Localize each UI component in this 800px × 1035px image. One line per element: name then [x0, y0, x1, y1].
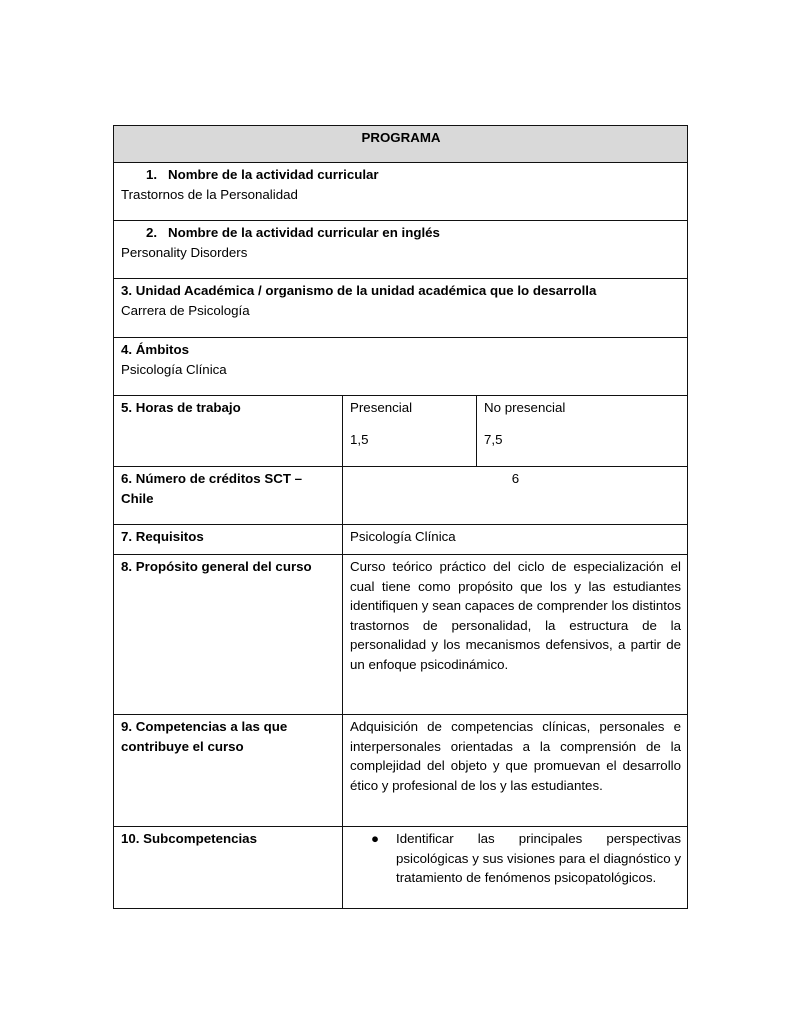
- work-hours-label: 5. Horas de trabajo: [114, 396, 343, 467]
- course-name-value: Trastornos de la Personalidad: [121, 186, 298, 202]
- academic-unit-value: Carrera de Psicología: [121, 302, 250, 318]
- table-header-row: [114, 126, 688, 163]
- subcompetencies-label: 10. Subcompetencias: [114, 827, 343, 909]
- row-course-name-english: [114, 221, 688, 279]
- purpose-label: 8. Propósito general del curso: [114, 555, 343, 715]
- row-subcompetencies: [114, 827, 688, 909]
- subcompetencies-list: [350, 829, 681, 888]
- row-academic-unit: [114, 279, 688, 338]
- list-item: ● Identificar las principales perspectivas psicológicas y sus visiones para el diagnóstico y tratamiento de fenómenos psicopatológicos.: [371, 831, 681, 885]
- course-name-english-label: 2. Nombre de la actividad curricular en inglés: [146, 225, 440, 240]
- scope-value: Psicología Clínica: [121, 361, 227, 377]
- academic-unit-label: 3. Unidad Académica / organismo de la unidad académica que lo desarrolla: [121, 283, 597, 298]
- presencial-cell: [343, 396, 477, 467]
- row-purpose: [114, 555, 688, 715]
- requirements-label: 7. Requisitos: [114, 525, 343, 555]
- row-credits: [114, 467, 688, 525]
- purpose-value: Curso teórico práctico del ciclo de especialización el cual tiene como propósito que los y las estudiantes identifiquen y sean capaces de comprender los distintos trastornos de personalidad, la estructura de la personalidad y los mecanismos defensivos, a partir de un enfoque psicodinámico.: [343, 555, 688, 715]
- bullet-icon: ●: [371, 831, 380, 846]
- table-header: PROGRAMA: [114, 126, 688, 163]
- credits-label: 6. Número de créditos SCT – Chile: [114, 467, 343, 525]
- row-work-hours: [114, 396, 688, 467]
- presencial-value: 1,5: [350, 431, 369, 447]
- scope-label: 4. Ámbitos: [121, 342, 189, 357]
- program-table: [113, 125, 688, 909]
- requirements-value: Psicología Clínica: [343, 525, 688, 555]
- subcompetencies-cell: [343, 827, 688, 909]
- course-name-label: 1. Nombre de la actividad curricular: [146, 167, 379, 182]
- course-name-english-value: Personality Disorders: [121, 244, 248, 260]
- row-scope: [114, 338, 688, 396]
- competencies-value: Adquisición de competencias clínicas, personales e interpersonales orientadas a la comprensión de la complejidad del objeto y que promuevan el desarrollo ético y profesional de los y las estudiantes.: [343, 715, 688, 827]
- credits-value: 6: [343, 467, 688, 525]
- row-requirements: [114, 525, 688, 555]
- no-presencial-value: 7,5: [484, 431, 503, 447]
- no-presencial-label: No presencial: [484, 400, 566, 415]
- competencies-label: 9. Competencias a las que contribuye el curso: [114, 715, 343, 827]
- row-course-name: [114, 163, 688, 221]
- row-competencies: [114, 715, 688, 827]
- no-presencial-cell: [477, 396, 688, 467]
- presencial-label: Presencial: [350, 400, 413, 415]
